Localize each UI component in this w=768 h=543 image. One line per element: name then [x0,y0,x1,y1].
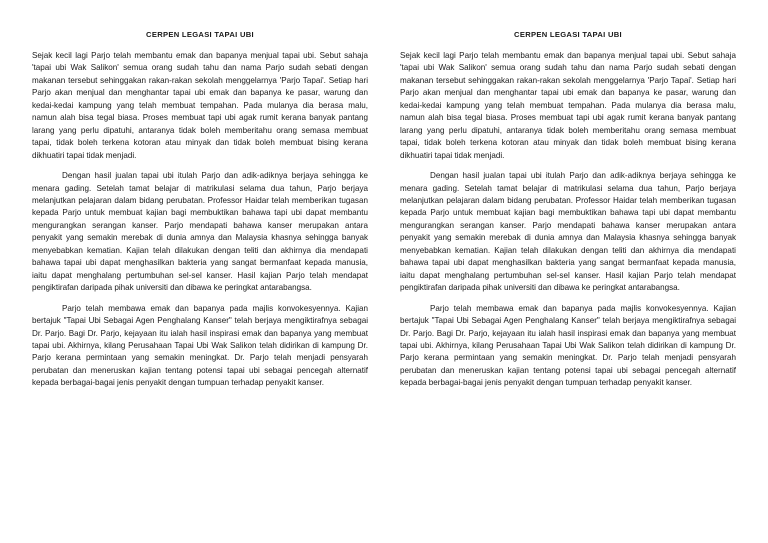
paragraph-1-copy: Sejak kecil lagi Parjo telah membantu emak dan bapanya menjual tapai ubi. Sebut sahaja 'tapai ubi Wak Salikon' semua orang sudah tahu dan nama Parjo sudah sebati dengan makanan tersebut sehinggakan rakan-rakan sekolah menggelarnya 'Parjo Tapai'. Setiap hari Parjo akan menjual dan menghantar tapai ubi emak dan bapanya ke pasar, warung dan kedai-kedai kampung yang telah membuat tempahan. Pada mulanya dia berasa malu, namun alah bisa tegal biasa. Proses membuat tapi ubi agak rumit kerana banyak pantang larang yang perlu dipatuhi, antaranya tidak boleh memberitahu orang semasa membuat tapai, tidak boleh terkena kotoran atau minyak dan tidak boleh membuat bising kerana dikhuatiri tapai tidak menjadi. [400,51,736,160]
right-column [400,30,736,398]
paragraph-2-copy: Dengan hasil jualan tapai ubi itulah Parjo dan adik-adiknya berjaya sehingga ke menara gading. Setelah tamat belajar di matrikulasi selama dua tahun, Parjo berjaya melanjutkan pelajaran dalam bidang perubatan. Professor Haidar telah memberikan tugasan kepada Parjo untuk membuat kajian bagi membuktikan bahawa tapi ubi dapat membantu mengurangkan serangan kanser. Parjo mendapati bahawa kanser merupakan antara penyakit yang semakin merebak di dunia amnya dan Malaysia khasnya sehingga banyak menyebabkan kematian. Kajian telah dilakukan dengan teliti dan akhirnya dia mendapati bahawa tapai ubi dapat menghasilkan bakteria yang sangat bermanfaat kepada manusia, iaitu dapat menghalang pertumbuhan sel-sel kanser. Hasil kajian Parjo telah mendapat pengiktirafan daripada pihak universiti dan dibawa ke peringkat antarabangsa. [400,171,736,293]
left-column [32,30,368,398]
paragraph-3-copy: Parjo telah membawa emak dan bapanya pada majlis konvokesyennya. Kajian bertajuk "Tapai Ubi Sebagai Agen Penghalang Kanser" telah berjaya mengiktirafnya sebagai Dr. Parjo. Bagi Dr. Parjo, kejayaan itu ialah hasil inspirasi emak dan bapanya yang membuat tapai ubi. Akhirnya, kilang Perusahaan Tapai Ubi Wak Salikon telah didirikan di kampung Dr. Parjo kerana permintaan yang semakin meningkat. Dr. Parjo telah menjadi pensyarah perubatan dan meneruskan kajian tentang potensi tapai ubi sebagai pencegah alternatif kepada berbagai-bagai jenis penyakit dengan tumpuan terhadap penyakit kanser. [400,303,736,388]
paragraph-2: Dengan hasil jualan tapai ubi itulah Parjo dan adik-adiknya berjaya sehingga ke menara gading. Setelah tamat belajar di matrikulasi selama dua tahun, Parjo berjaya melanjutkan pelajaran dalam bidang perubatan. Professor Haidar telah memberikan tugasan kepada Parjo untuk membuat kajian bagi membuktikan bahawa tapi ubi dapat membantu mengurangkan serangan kanser. Parjo mendapati bahawa kanser merupakan antara penyakit yang semakin merebak di dunia amnya dan Malaysia khasnya sehingga banyak menyebabkan kematian. Kajian telah dilakukan dengan teliti dan akhirnya dia mendapati bahawa tapai ubi dapat menghasilkan bakteria yang sangat bermanfaat kepada manusia, iaitu dapat menghalang pertumbuhan sel-sel kanser. Hasil kajian Parjo telah mendapat pengiktirafan daripada pihak universiti dan dibawa ke peringkat antarabangsa. [32,171,368,293]
document-title: CERPEN LEGASI TAPAI UBI [146,30,254,39]
paragraph-1: Sejak kecil lagi Parjo telah membantu emak dan bapanya menjual tapai ubi. Sebut sahaja 'tapai ubi Wak Salikon' semua orang sudah tahu dan nama Parjo sudah sebati dengan makanan tersebut sehinggakan rakan-rakan sekolah menggelarnya 'Parjo Tapai'. Setiap hari Parjo akan menjual dan menghantar tapai ubi emak dan bapanya ke pasar, warung dan kedai-kedai kampung yang telah membuat tempahan. Pada mulanya dia berasa malu, namun alah bisa tegal biasa. Proses membuat tapi ubi agak rumit kerana banyak pantang larang yang perlu dipatuhi, antaranya tidak boleh memberitahu orang semasa membuat tapai, tidak boleh terkena kotoran atau minyak dan tidak boleh membuat bising kerana dikhuatiri tapai tidak menjadi. [32,51,368,160]
paragraph-3: Parjo telah membawa emak dan bapanya pada majlis konvokesyennya. Kajian bertajuk "Tapai Ubi Sebagai Agen Penghalang Kanser" telah berjaya mengiktirafnya sebagai Dr. Parjo. Bagi Dr. Parjo, kejayaan itu ialah hasil inspirasi emak dan bapanya yang membuat tapai ubi. Akhirnya, kilang Perusahaan Tapai Ubi Wak Salikon telah didirikan di kampung Dr. Parjo kerana permintaan yang semakin meningkat. Dr. Parjo telah menjadi pensyarah perubatan dan meneruskan kajian tentang potensi tapai ubi sebagai pencegah alternatif kepada berbagai-bagai jenis penyakit dengan tumpuan terhadap penyakit kanser. [32,303,368,388]
document-title-copy: CERPEN LEGASI TAPAI UBI [514,30,622,39]
